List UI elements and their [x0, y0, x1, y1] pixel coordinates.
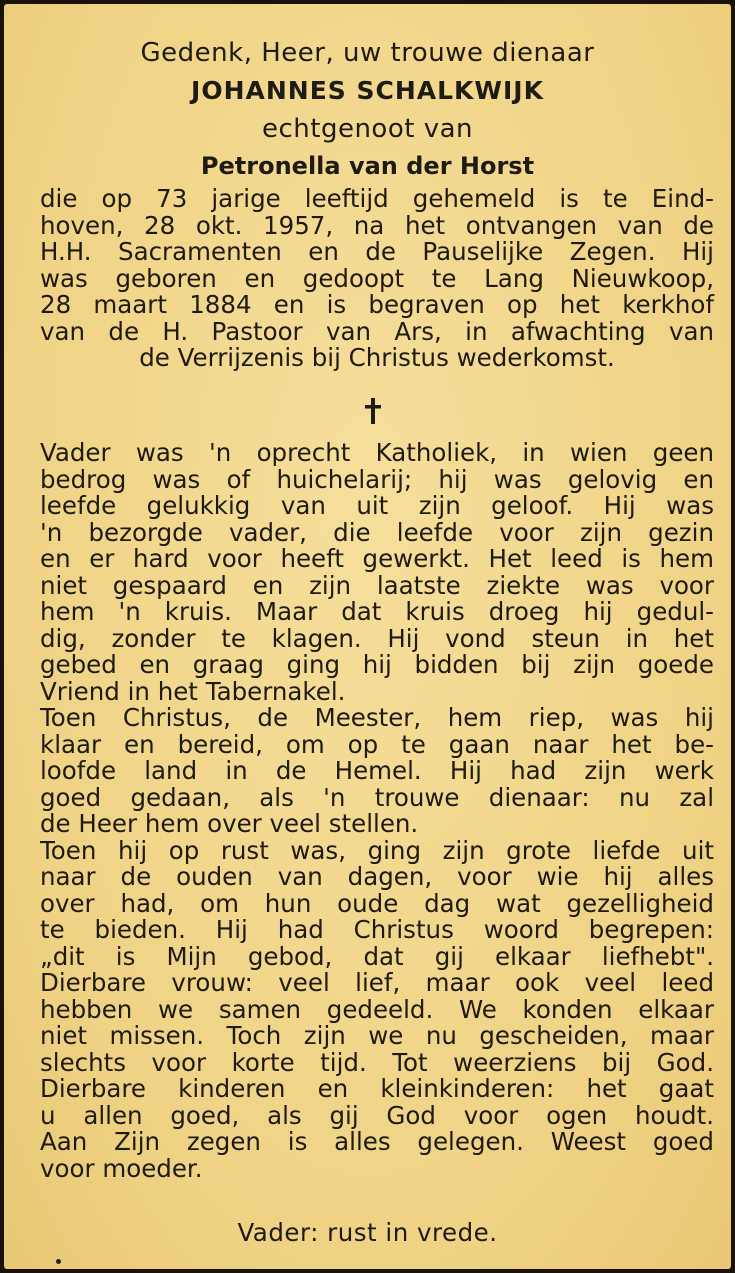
body-line: dig, zonder te klagen. Hij vond steun in het — [40, 623, 714, 653]
body-line: te bieden. Hij had Christus woord begrepen: — [40, 915, 714, 944]
intro-line: de Verrijzenis bij Christus wederkomst. — [139, 343, 615, 372]
body-line: Aan Zijn zegen is alles gelegen. Weest goed — [40, 1127, 714, 1156]
intro-line: was geboren en gedoopt te Lang Nieuwkoop, — [40, 263, 714, 293]
body-line: gebed en graag ging hij bidden bij zijn goede — [40, 650, 714, 679]
body-line: „dit is Mijn gebod, dat gij elkaar liefhebt". — [40, 941, 714, 971]
body-line: naar de ouden van dagen, voor wie hij alles — [40, 862, 714, 891]
body-line: Toen hij op rust was, ging zijn grote liefde uit — [40, 835, 714, 865]
deceased-name: JOHANNES SCHALKWIJK — [191, 76, 544, 105]
body-line: niet gespaard en zijn laatste ziekte was voor — [40, 570, 714, 600]
cross-icon — [363, 396, 383, 426]
intro-line: van de H. Pastoor van Ars, in afwachting van — [40, 316, 714, 346]
body-line: 'n bezorgde vader, die leefde voor zijn gezin — [40, 517, 714, 547]
opening-line: Gedenk, Heer, uw trouwe dienaar — [140, 38, 595, 68]
body-line: niet missen. Toch zijn we nu gescheiden, maar — [40, 1021, 714, 1050]
body-line: hebben we samen gedeeld. We konden elkaar — [40, 994, 714, 1024]
body-line: voor moeder. — [40, 1153, 203, 1183]
intro-line: die op 73 jarige leeftijd gehemeld is te Eind- — [40, 184, 714, 213]
body-line: u allen goed, als gij God voor ogen houdt. — [40, 1100, 714, 1130]
spouse-name: Petronella van der Horst — [200, 152, 535, 180]
body-line: Vader was 'n oprecht Katholiek, in wien geen — [40, 438, 714, 467]
body-line: en er hard voor heeft gewerkt. Het leed is hem — [40, 544, 714, 573]
memorial-card — [4, 4, 731, 1269]
body-line: leefde gelukkig van uit zijn geloof. Hij was — [40, 491, 714, 520]
body-line: over had, om hun oude dag wat gezelligheid — [40, 888, 714, 918]
body-line: Toen Christus, de Meester, hem riep, was hij — [40, 703, 714, 732]
body-line: klaar en bereid, om op te gaan naar het be- — [40, 729, 714, 759]
intro-line: hoven, 28 okt. 1957, na het ontvangen van de — [40, 210, 714, 240]
intro-line: 28 maart 1884 en is begraven op het kerkhof — [40, 290, 714, 319]
body-line: de Heer hem over veel stellen. — [40, 809, 419, 838]
ink-speck — [56, 1259, 61, 1264]
relation-line: echtgenoot van — [261, 114, 473, 144]
body-line: Dierbare vrouw: veel lief, maar ook veel leed — [40, 968, 714, 997]
body-line: Vriend in het Tabernakel. — [40, 676, 346, 706]
body-line: loofde land in de Hemel. Hij had zijn werk — [40, 756, 714, 785]
body-line: bedrog was of huichelarij; hij was gelovig en — [40, 464, 714, 494]
intro-line: H.H. Sacramenten en de Pauselijke Zegen. Hij — [40, 237, 714, 266]
closing-line: Vader: rust in vrede. — [237, 1218, 498, 1247]
intro-paragraph — [40, 186, 714, 372]
body-line: goed gedaan, als 'n trouwe dienaar: nu zal — [40, 782, 714, 812]
body-line: hem 'n kruis. Maar dat kruis droeg hij gedul- — [40, 597, 714, 626]
body-line: Dierbare kinderen en kleinkinderen: het gaat — [40, 1074, 714, 1103]
body-line: slechts voor korte tijd. Tot weerziens bij God. — [40, 1047, 714, 1077]
eulogy-text — [40, 440, 714, 1182]
